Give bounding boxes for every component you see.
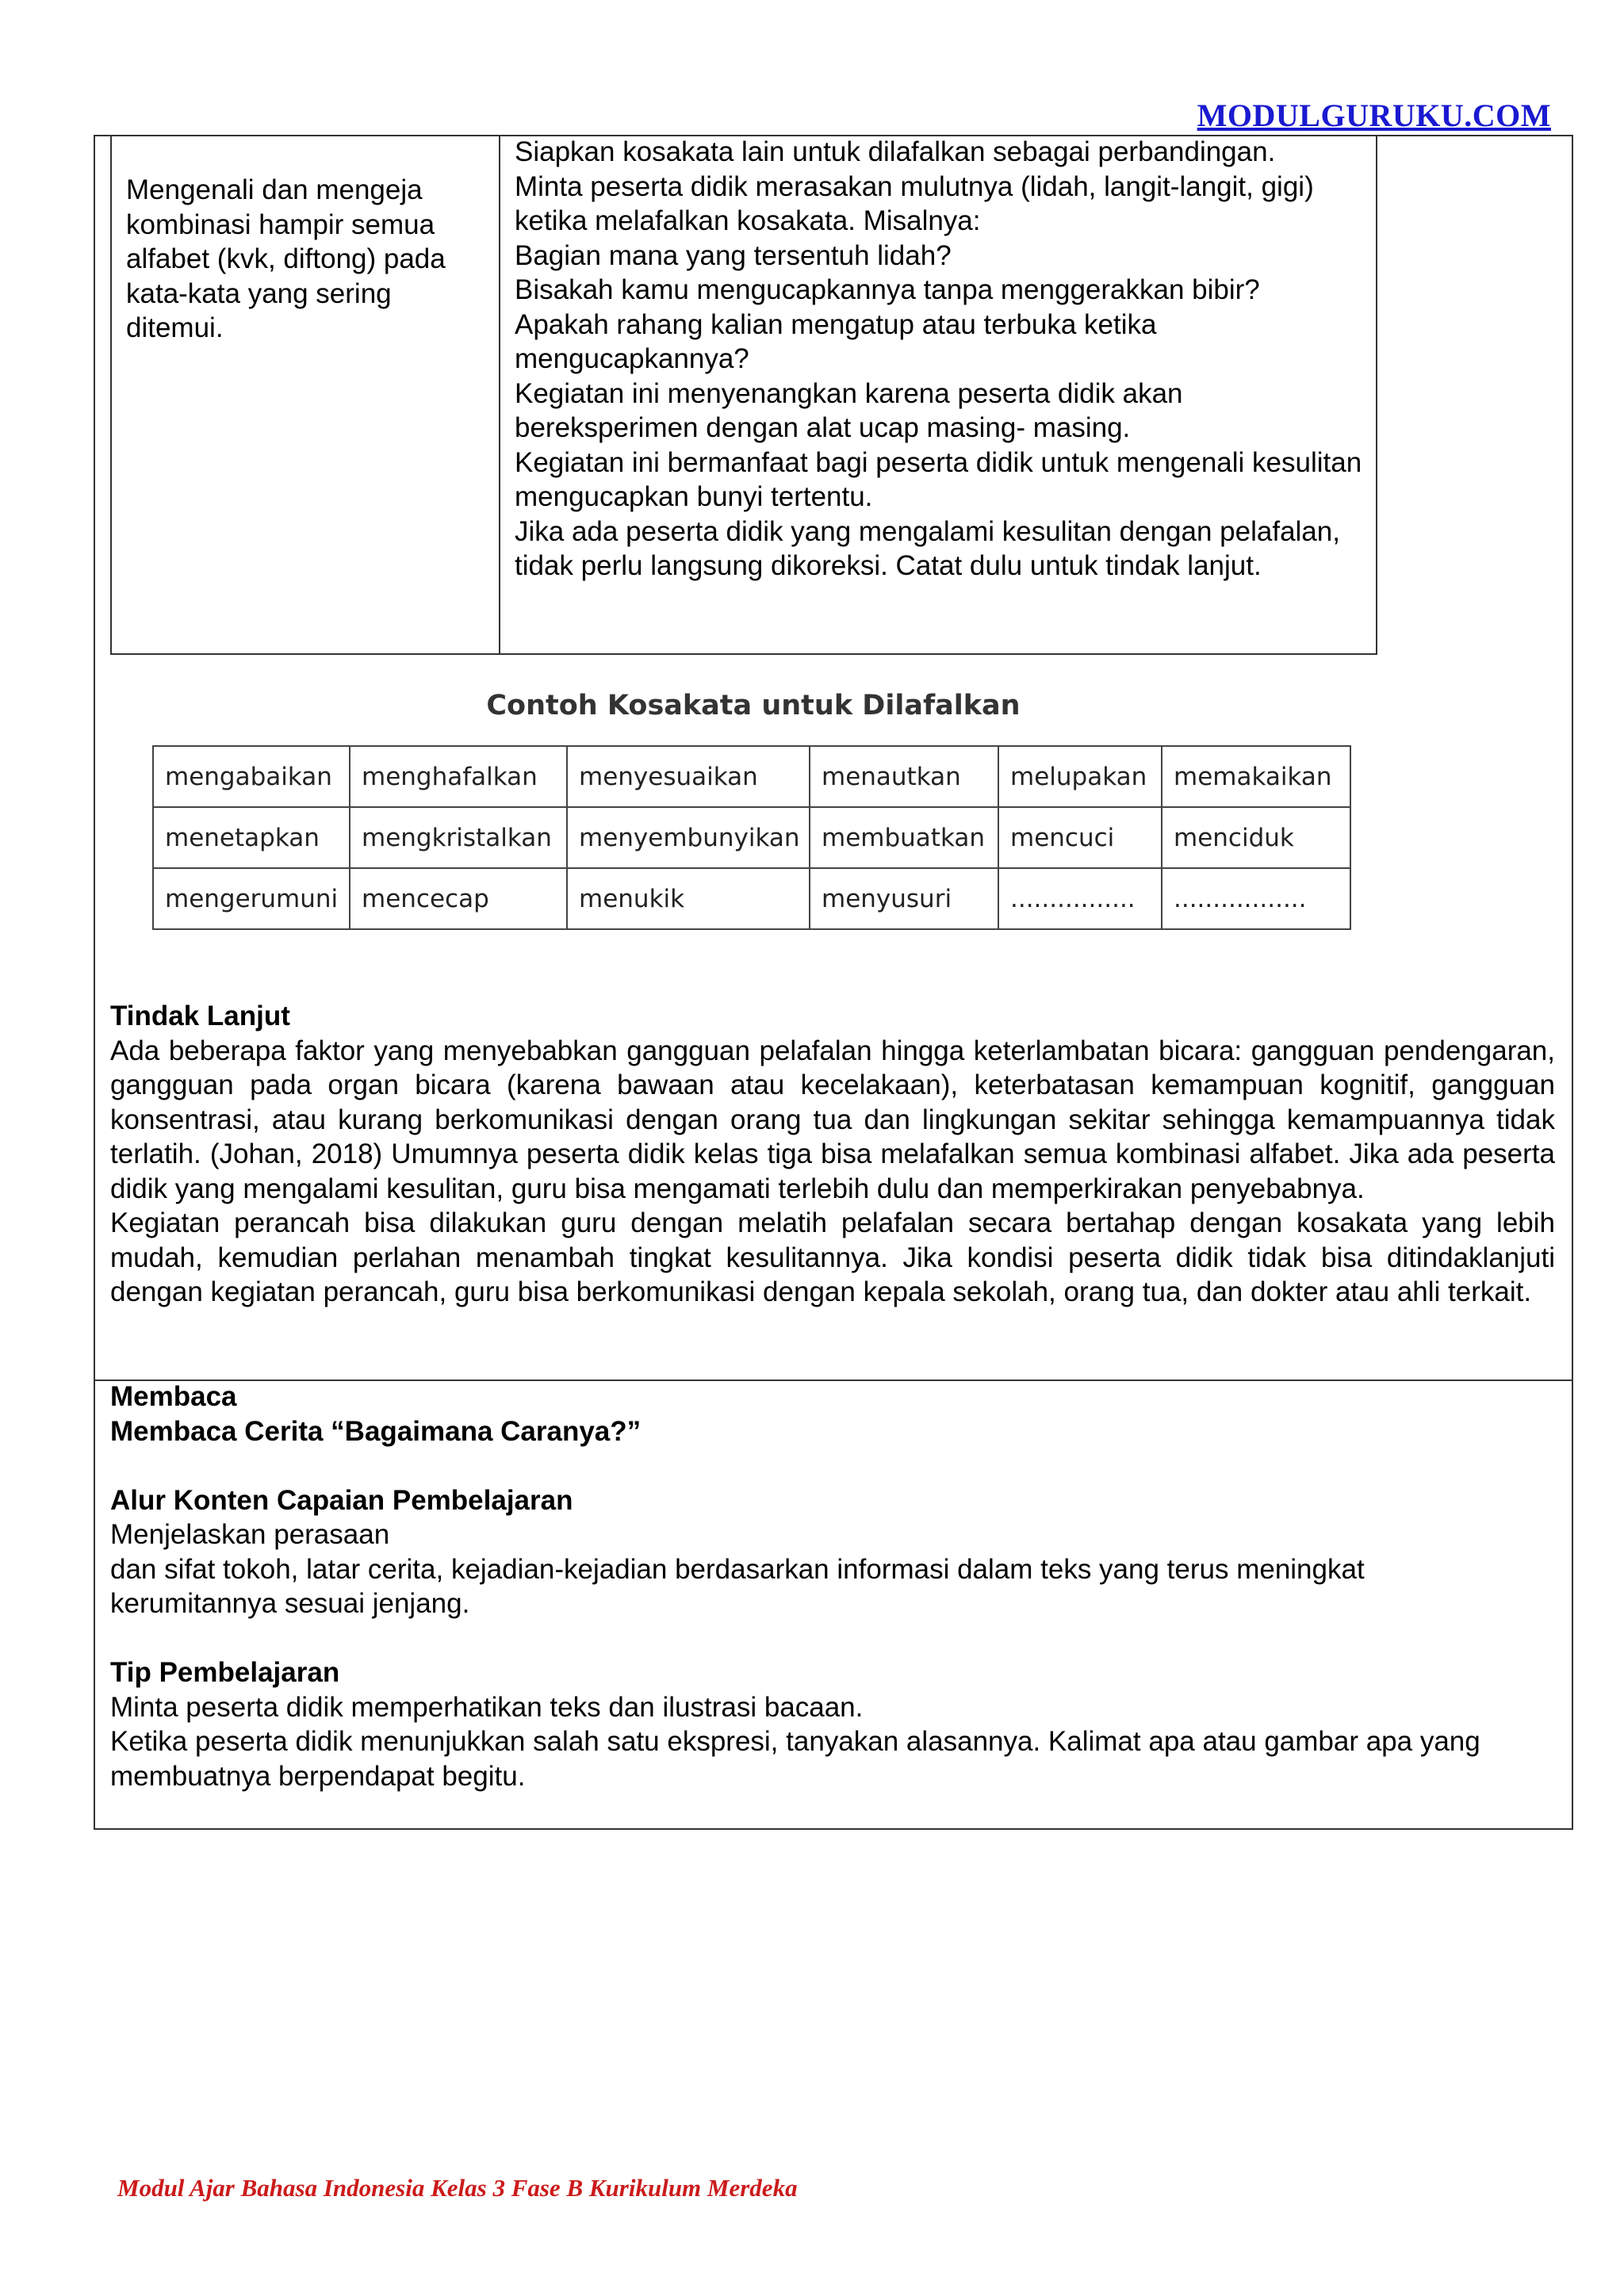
vocab-cell: membuatkan [810,807,998,868]
table-row [153,746,1350,807]
vocab-cell: mengabaikan [153,746,350,807]
activity-step: Kegiatan ini bermanfaat bagi peserta didik untuk mengenali kesulitan mengucapkan bunyi tertentu. [515,446,1362,512]
vocab-cell: ................ [998,868,1162,929]
vocab-cell: memakaikan [1162,746,1350,807]
activity-step: Bagian mana yang tersentuh lidah? [515,239,952,271]
table-row [153,807,1350,868]
activity-step: Apakah rahang kalian mengatup atau terbuka ketika mengucapkannya? [515,308,1157,374]
spacer [110,1621,1555,1656]
footer-text: Modul Ajar Bahasa Indonesia Kelas 3 Fase B Kurikulum Merdeka [117,2174,798,2202]
vocab-table [152,745,1351,930]
vocab-title: Contoh Kosakata untuk Dilafalkan [486,690,1021,721]
tip-line: Ketika peserta didik menunjukkan salah satu ekspresi, tanyakan alasannya. Kalimat apa atau gambar apa yang membuatnya berpendapat begitu. [110,1726,1480,1792]
vocab-cell: menyusuri [810,868,998,929]
vocab-cell: menghafalkan [350,746,567,807]
paragraph: Ada beberapa faktor yang menyebabkan gangguan pelafalan hingga keterlambatan bicara: gangguan pendengaran, gangguan pada organ bicara (karena bawaan atau kecelakaan), keterbatasan kemampuan kognitif, gangguan konsentrasi, atau kurang berkomunikasi dengan orang tua dan lingkungan sekitar sehingga kemampuannya tidak terlatih. (Johan, 2018) Umumnya peserta didik kelas tiga bisa melafalkan semua kombinasi alfabet. Jika ada peserta didik yang mengalami kesulitan, guru bisa mengamati terlebih dulu dan memperkirakan penyebabnya. [110,1035,1555,1204]
alur-line: Menjelaskan perasaan [110,1519,390,1550]
tindak-lanjut-section [110,999,1555,1310]
section-subheading: Membaca Cerita “Bagaimana Caranya?” [110,1415,642,1447]
vocab-cell: mencecap [350,868,567,929]
tip-heading: Tip Pembelajaran [110,1657,340,1688]
activity-step: Kegiatan ini menyenangkan karena peserta didik akan bereksperimen dengan alat ucap masing- masing. [515,377,1183,443]
vocab-cell: mengerumuni [153,868,350,929]
site-link[interactable]: MODULGURUKU.COM [1197,98,1551,133]
vocab-cell: menautkan [810,746,998,807]
vocab-cell: menyesuaikan [567,746,810,807]
vocab-cell: menukik [567,868,810,929]
section-heading: Membaca [110,1381,237,1412]
alur-heading: Alur Konten Capaian Pembelajaran [110,1484,573,1516]
membaca-section [110,1380,1555,1793]
activity-goal-cell [112,135,500,653]
paragraph: Kegiatan perancah bisa dilakukan guru dengan melatih pelafalan secara bertahap dengan kosakata yang lebih mudah, kemudian perlahan menambah tingkat kesulitannya. Jika kondisi peserta didik tidak bisa ditindaklanjuti dengan kegiatan perancah, guru bisa berkomunikasi dengan kepala sekolah, orang tua, dan dokter atau ahli terkait. [110,1207,1555,1307]
vocab-cell: menyembunyikan [567,807,810,868]
vocab-cell: melupakan [998,746,1162,807]
activity-goal-text: Mengenali dan mengeja kombinasi hampir semua alfabet (kvk, diftong) pada kata-kata yang sering ditemui. [126,174,446,343]
vocab-cell: ................. [1162,868,1350,929]
activity-step: Minta peserta didik merasakan mulutnya (lidah, langit-langit, gigi) ketika melafalkan kosakata. Misalnya: [515,170,1314,236]
vocab-cell: mengkristalkan [350,807,567,868]
section-heading: Tindak Lanjut [110,1001,290,1031]
spacer [110,1448,1555,1483]
vocab-cell: menetapkan [153,807,350,868]
table-row [153,868,1350,929]
activity-steps-cell [500,135,1376,653]
activity-step: Bisakah kamu mengucapkannya tanpa menggerakkan bibir? [515,274,1260,305]
activity-step: Jika ada peserta didik yang mengalami kesulitan dengan pelafalan, tidak perlu langsung dikoreksi. Catat dulu untuk tindak lanjut. [515,515,1340,581]
tip-line: Minta peserta didik memperhatikan teks dan ilustrasi bacaan. [110,1691,864,1723]
activity-table [110,135,1377,655]
activity-step: Siapkan kosakata lain untuk dilafalkan sebagai perbandingan. [515,136,1276,167]
alur-line: dan sifat tokoh, latar cerita, kejadian-kejadian berdasarkan informasi dalam teks yang terus meningkat kerumitannya sesuai jenjang. [110,1553,1365,1619]
vocab-cell: mencuci [998,807,1162,868]
vocab-cell: menciduk [1162,807,1350,868]
